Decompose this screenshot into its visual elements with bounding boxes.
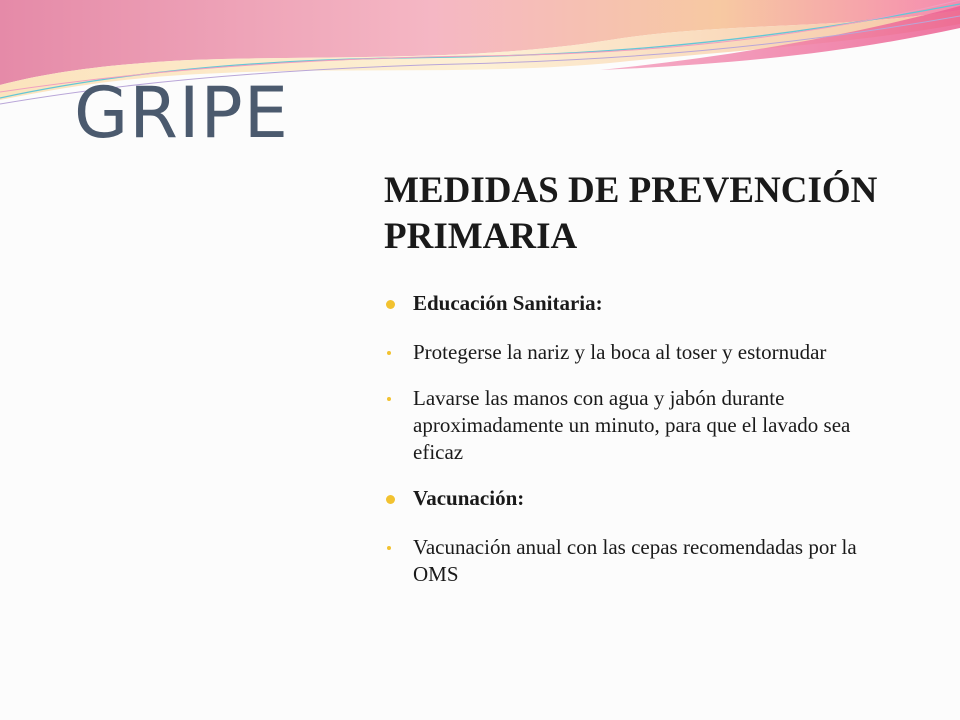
small-bullet-icon: [387, 351, 391, 355]
slide-subtitle: MEDIDAS DE PREVENCIÓN PRIMARIA: [384, 170, 878, 257]
content-list: [384, 290, 864, 607]
section-heading-vaccination: [384, 485, 864, 512]
section-heading-text: Vacunación:: [413, 486, 525, 510]
slide-title: GRIPE: [74, 72, 289, 154]
list-item-text: Lavarse las manos con agua y jabón durante aproximadamente un minuto, para que el lavado sea eficaz: [413, 386, 851, 464]
section-heading-education: [384, 290, 864, 317]
bullet-dot-icon: [386, 495, 395, 504]
small-bullet-icon: [387, 397, 391, 401]
list-item: [384, 534, 864, 588]
list-item: [384, 339, 864, 366]
section-heading-text: Educación Sanitaria:: [413, 291, 603, 315]
bullet-dot-icon: [386, 300, 395, 309]
list-item: [384, 385, 864, 466]
small-bullet-icon: [387, 546, 391, 550]
list-item-text: Protegerse la nariz y la boca al toser y estornudar: [413, 340, 827, 364]
list-item-text: Vacunación anual con las cepas recomendadas por la OMS: [413, 535, 857, 586]
